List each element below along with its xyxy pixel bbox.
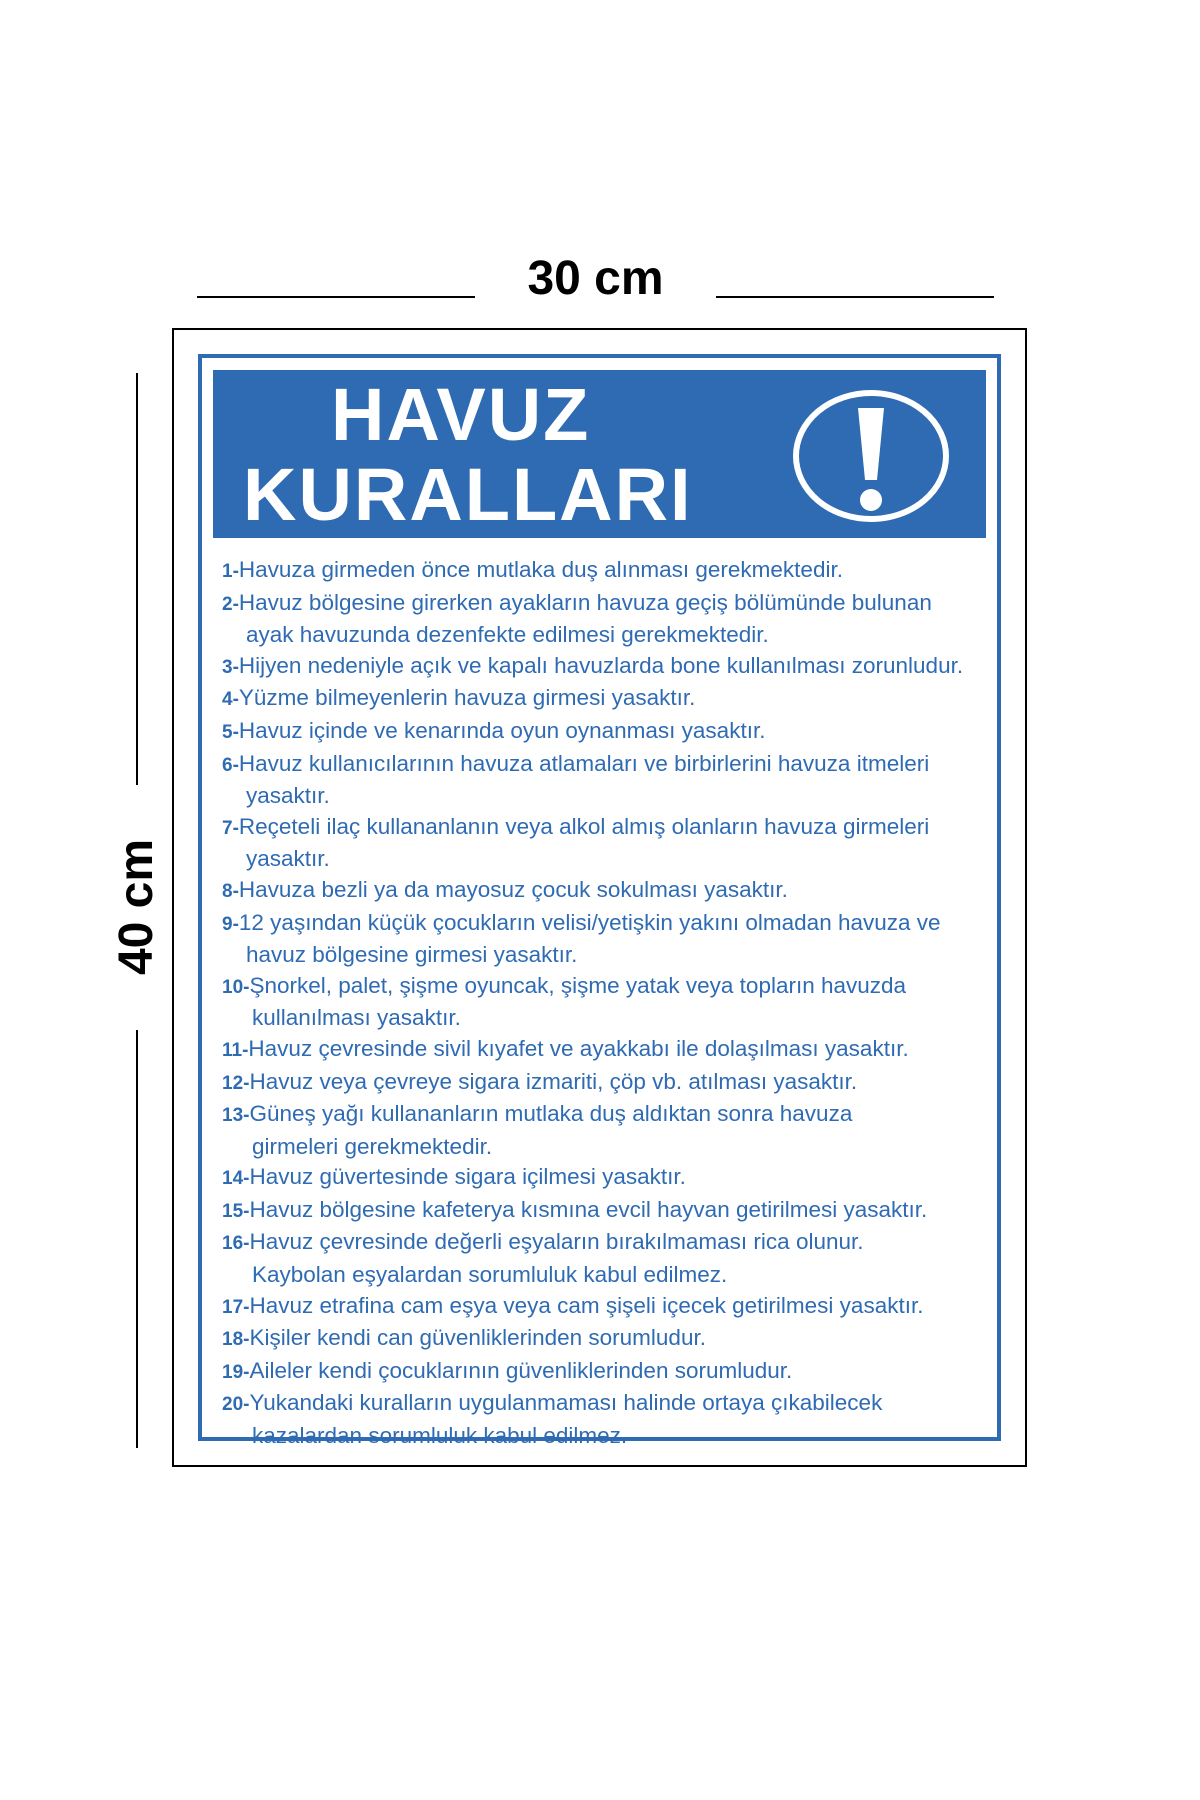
rule-text-line: Havuz kullanıcılarının havuza atlamaları ve birbirlerini havuza itmeleri [238,750,930,776]
sign-title-line-2: KURALLARI [243,453,693,536]
exclamation-circle-icon [792,388,950,524]
sign-header [213,370,986,538]
rule-text-line: Şnorkel, palet, şişme oyuncak, şişme yatak veya topların havuzda [249,972,907,998]
rule-number: 10- [222,976,250,998]
rule-text-line: Kaybolan eşyalardan sorumluluk kabul edilmez. [252,1262,728,1288]
rule-item [222,908,987,971]
height-dimension-label: 40 cm [110,838,163,976]
rule-text-line: Havuz etrafina cam eşya veya cam şişeli içecek getirilmesi yasaktır. [249,1292,924,1318]
rule-item [222,749,987,812]
rule-item [222,1388,987,1451]
rule-number: 5- [222,721,239,743]
rule-text-line: Havuz çevresinde sivil kıyafet ve ayakkabı ile dolaşılması yasaktır. [248,1035,909,1061]
rule-text-line: Yukandaki kuralların uygulanmaması halinde ortaya çıkabilecek [249,1390,883,1416]
rule-item [222,555,987,588]
rule-number: 14- [222,1168,250,1190]
rule-text-line: Havuza bezli ya da mayosuz çocuk sokulması yasaktır. [238,876,788,902]
height-dimension-line-top [136,373,138,785]
rule-number: 11- [222,1039,249,1061]
rule-number: 13- [222,1105,250,1127]
rule-text-line: Hijyen nedeniyle açık ve kapalı havuzlarda bone kullanılması zorunludur. [238,652,964,678]
width-dimension-label: 30 cm [527,252,664,305]
rule-item [222,588,987,651]
rule-item [222,875,987,908]
rule-number: 1- [222,561,239,582]
rule-item [222,1162,987,1195]
rule-item [222,1323,987,1356]
rule-text-line: girmeleri gerekmektedir. [252,1133,493,1159]
rule-item [222,971,987,1034]
rules-list [222,555,987,1452]
rule-item [222,1099,987,1162]
rule-text-line: yasaktır. [246,783,330,809]
rule-number: 16- [222,1233,250,1255]
rule-item [222,812,987,875]
rule-text-line: Havuz veya çevreye sigara izmariti, çöp vb. atılması yasaktır. [249,1068,858,1094]
rule-item [222,1291,987,1324]
rule-item [222,716,987,749]
rule-item [222,1227,987,1290]
rule-text-line: Güneş yağı kullananların mutlaka duş aldıktan sonra havuza [249,1101,853,1127]
rule-number: 20- [222,1394,250,1416]
rule-text-line: Kişiler kendi can güvenliklerinden sorumludur. [249,1325,706,1351]
rule-item [222,683,987,716]
rule-number: 17- [222,1296,250,1318]
rule-item [222,1034,987,1067]
rule-number: 7- [222,817,239,839]
rule-text-line: Havuz bölgesine kafeterya kısmına evcil hayvan getirilmesi yasaktır. [249,1196,928,1222]
rule-text-line: Havuza girmeden önce mutlaka duş alınması gerekmektedir. [238,557,843,582]
width-dimension-line-left [197,296,475,298]
sign-board [172,328,1027,1467]
rule-text-line: Reçeteli ilaç kullananlanın veya alkol almış olanların havuza girmeleri [238,813,930,839]
rule-number: 6- [222,754,239,776]
rule-text-line: kullanılması yasaktır. [252,1005,461,1031]
rule-number: 8- [222,880,239,902]
width-dimension-line-right [716,296,994,298]
rule-text-line: kazalardan sorumluluk kabul edilmez. [252,1423,628,1449]
rule-text-line: Aileler kendi çocuklarının güvenliklerinden sorumludur. [249,1357,793,1383]
rule-number: 4- [222,689,239,711]
rule-text-line: 12 yaşından küçük çocukların velisi/yetişkin yakını olmadan havuza ve [238,909,941,935]
rule-number: 3- [222,656,239,678]
rule-text-line: Yüzme bilmeyenlerin havuza girmesi yasaktır. [238,685,696,711]
rule-text-line: Havuz çevresinde değerli eşyaların bırakılmaması rica olunur. [249,1229,864,1255]
height-dimension-line-bottom [136,1030,138,1448]
rule-text-line: Havuz güvertesinde sigara içilmesi yasaktır. [249,1164,686,1190]
rule-item [222,1356,987,1389]
rule-text-line: ayak havuzunda dezenfekte edilmesi gerekmektedir. [246,622,769,648]
rule-number: 12- [222,1072,250,1094]
rule-number: 18- [222,1329,250,1351]
rule-text-line: havuz bölgesine girmesi yasaktır. [246,942,578,968]
rule-text-line: yasaktır. [246,846,330,872]
rule-number: 9- [222,913,239,935]
rule-item [222,1195,987,1228]
rule-number: 2- [222,593,239,615]
rule-item [222,651,987,684]
sign-frame [198,354,1001,1449]
rule-number: 19- [222,1361,250,1383]
rule-text-line: Havuz bölgesine girerken ayakların havuza geçiş bölümünde bulunan [238,589,932,615]
rule-text-line: Havuz içinde ve kenarında oyun oynanması yasaktır. [238,717,766,743]
rule-number: 15- [222,1200,250,1222]
sign-title-line-1: HAVUZ [331,373,591,456]
rule-item [222,1067,987,1100]
